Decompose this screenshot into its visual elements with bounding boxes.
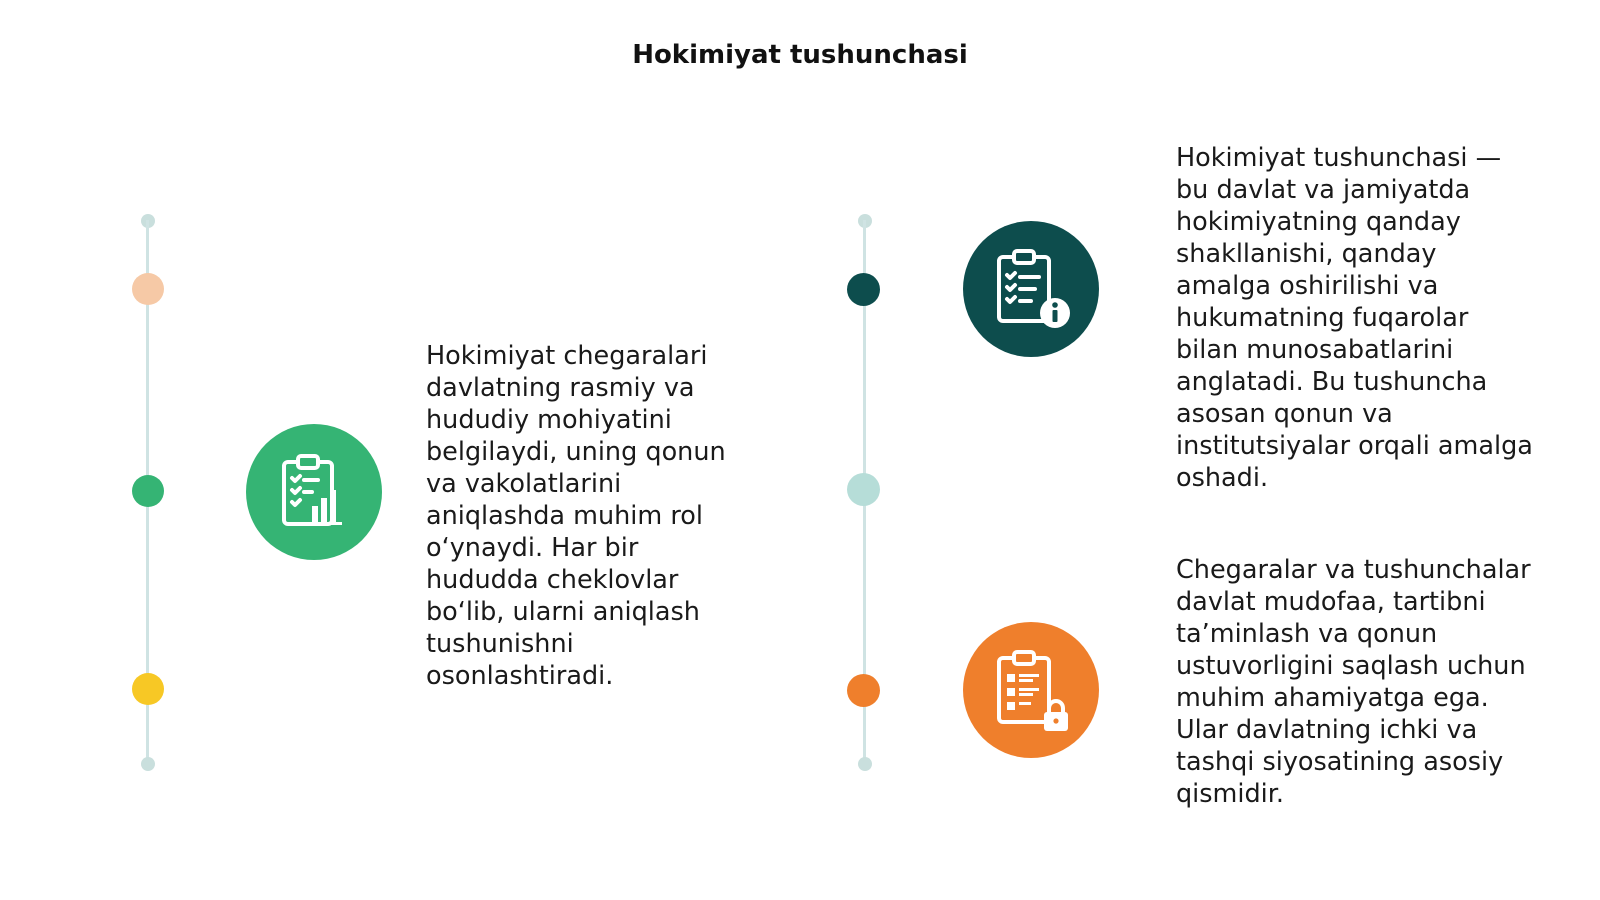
- text-line: tashqi siyosatining asosiy: [1176, 747, 1504, 777]
- timeline-dot-green: [132, 475, 164, 507]
- text-line: tushunishni: [426, 629, 574, 659]
- clipboard-info-icon: [963, 221, 1099, 357]
- timeline-dot-dark-teal: [847, 273, 880, 306]
- text-line: hududda cheklovlar: [426, 565, 679, 595]
- text-line: asosan qonun va: [1176, 399, 1393, 429]
- timeline-endcap-bottom: [141, 757, 155, 771]
- text-line: o‘ynaydi. Har bir: [426, 533, 639, 563]
- clipboard-lock-icon: [963, 622, 1099, 758]
- text-line: bu davlat va jamiyatda: [1176, 175, 1471, 205]
- text-line: shakllanishi, qanday: [1176, 239, 1437, 269]
- text-line: osonlashtiradi.: [426, 661, 614, 691]
- text-line: va vakolatlarini: [426, 469, 622, 499]
- text-line: aniqlashda muhim rol: [426, 501, 703, 531]
- page-title: Hokimiyat tushunchasi: [632, 40, 968, 70]
- text-line: muhim ahamiyatga ega.: [1176, 683, 1489, 713]
- text-line: hokimiyatning qanday: [1176, 207, 1461, 237]
- description-text-concept: [1176, 142, 1576, 494]
- text-line: Ular davlatning ichki va: [1176, 715, 1478, 745]
- text-line: bo‘lib, ularni aniqlash: [426, 597, 700, 627]
- timeline-dot-light-teal: [847, 473, 880, 506]
- text-line: amalga oshirilishi va: [1176, 271, 1439, 301]
- timeline-dot-orange: [847, 674, 880, 707]
- text-line: qismidir.: [1176, 779, 1285, 809]
- text-line: Hokimiyat tushunchasi —: [1176, 143, 1502, 173]
- text-line: davlatning rasmiy va: [426, 373, 695, 403]
- clipboard-chart-icon: [246, 424, 382, 560]
- timeline-dot-peach: [132, 273, 164, 305]
- text-line: ustuvorligini saqlash uchun: [1176, 651, 1526, 681]
- timeline-endcap-bottom: [858, 757, 872, 771]
- text-line: oshadi.: [1176, 463, 1269, 493]
- text-line: hududiy mohiyatini: [426, 405, 672, 435]
- text-line: Hokimiyat chegaralari: [426, 341, 708, 371]
- description-text-boundaries: [1176, 554, 1576, 810]
- description-text-limits: [426, 340, 786, 692]
- text-line: hukumatning fuqarolar: [1176, 303, 1469, 333]
- text-line: anglatadi. Bu tushuncha: [1176, 367, 1488, 397]
- text-line: belgilaydi, uning qonun: [426, 437, 726, 467]
- timeline-dot-yellow: [132, 673, 164, 705]
- text-line: ta’minlash va qonun: [1176, 619, 1438, 649]
- text-line: Chegaralar va tushunchalar: [1176, 555, 1531, 585]
- text-line: institutsiyalar orqali amalga: [1176, 431, 1533, 461]
- text-line: davlat mudofaa, tartibni: [1176, 587, 1486, 617]
- text-line: bilan munosabatlarini: [1176, 335, 1454, 365]
